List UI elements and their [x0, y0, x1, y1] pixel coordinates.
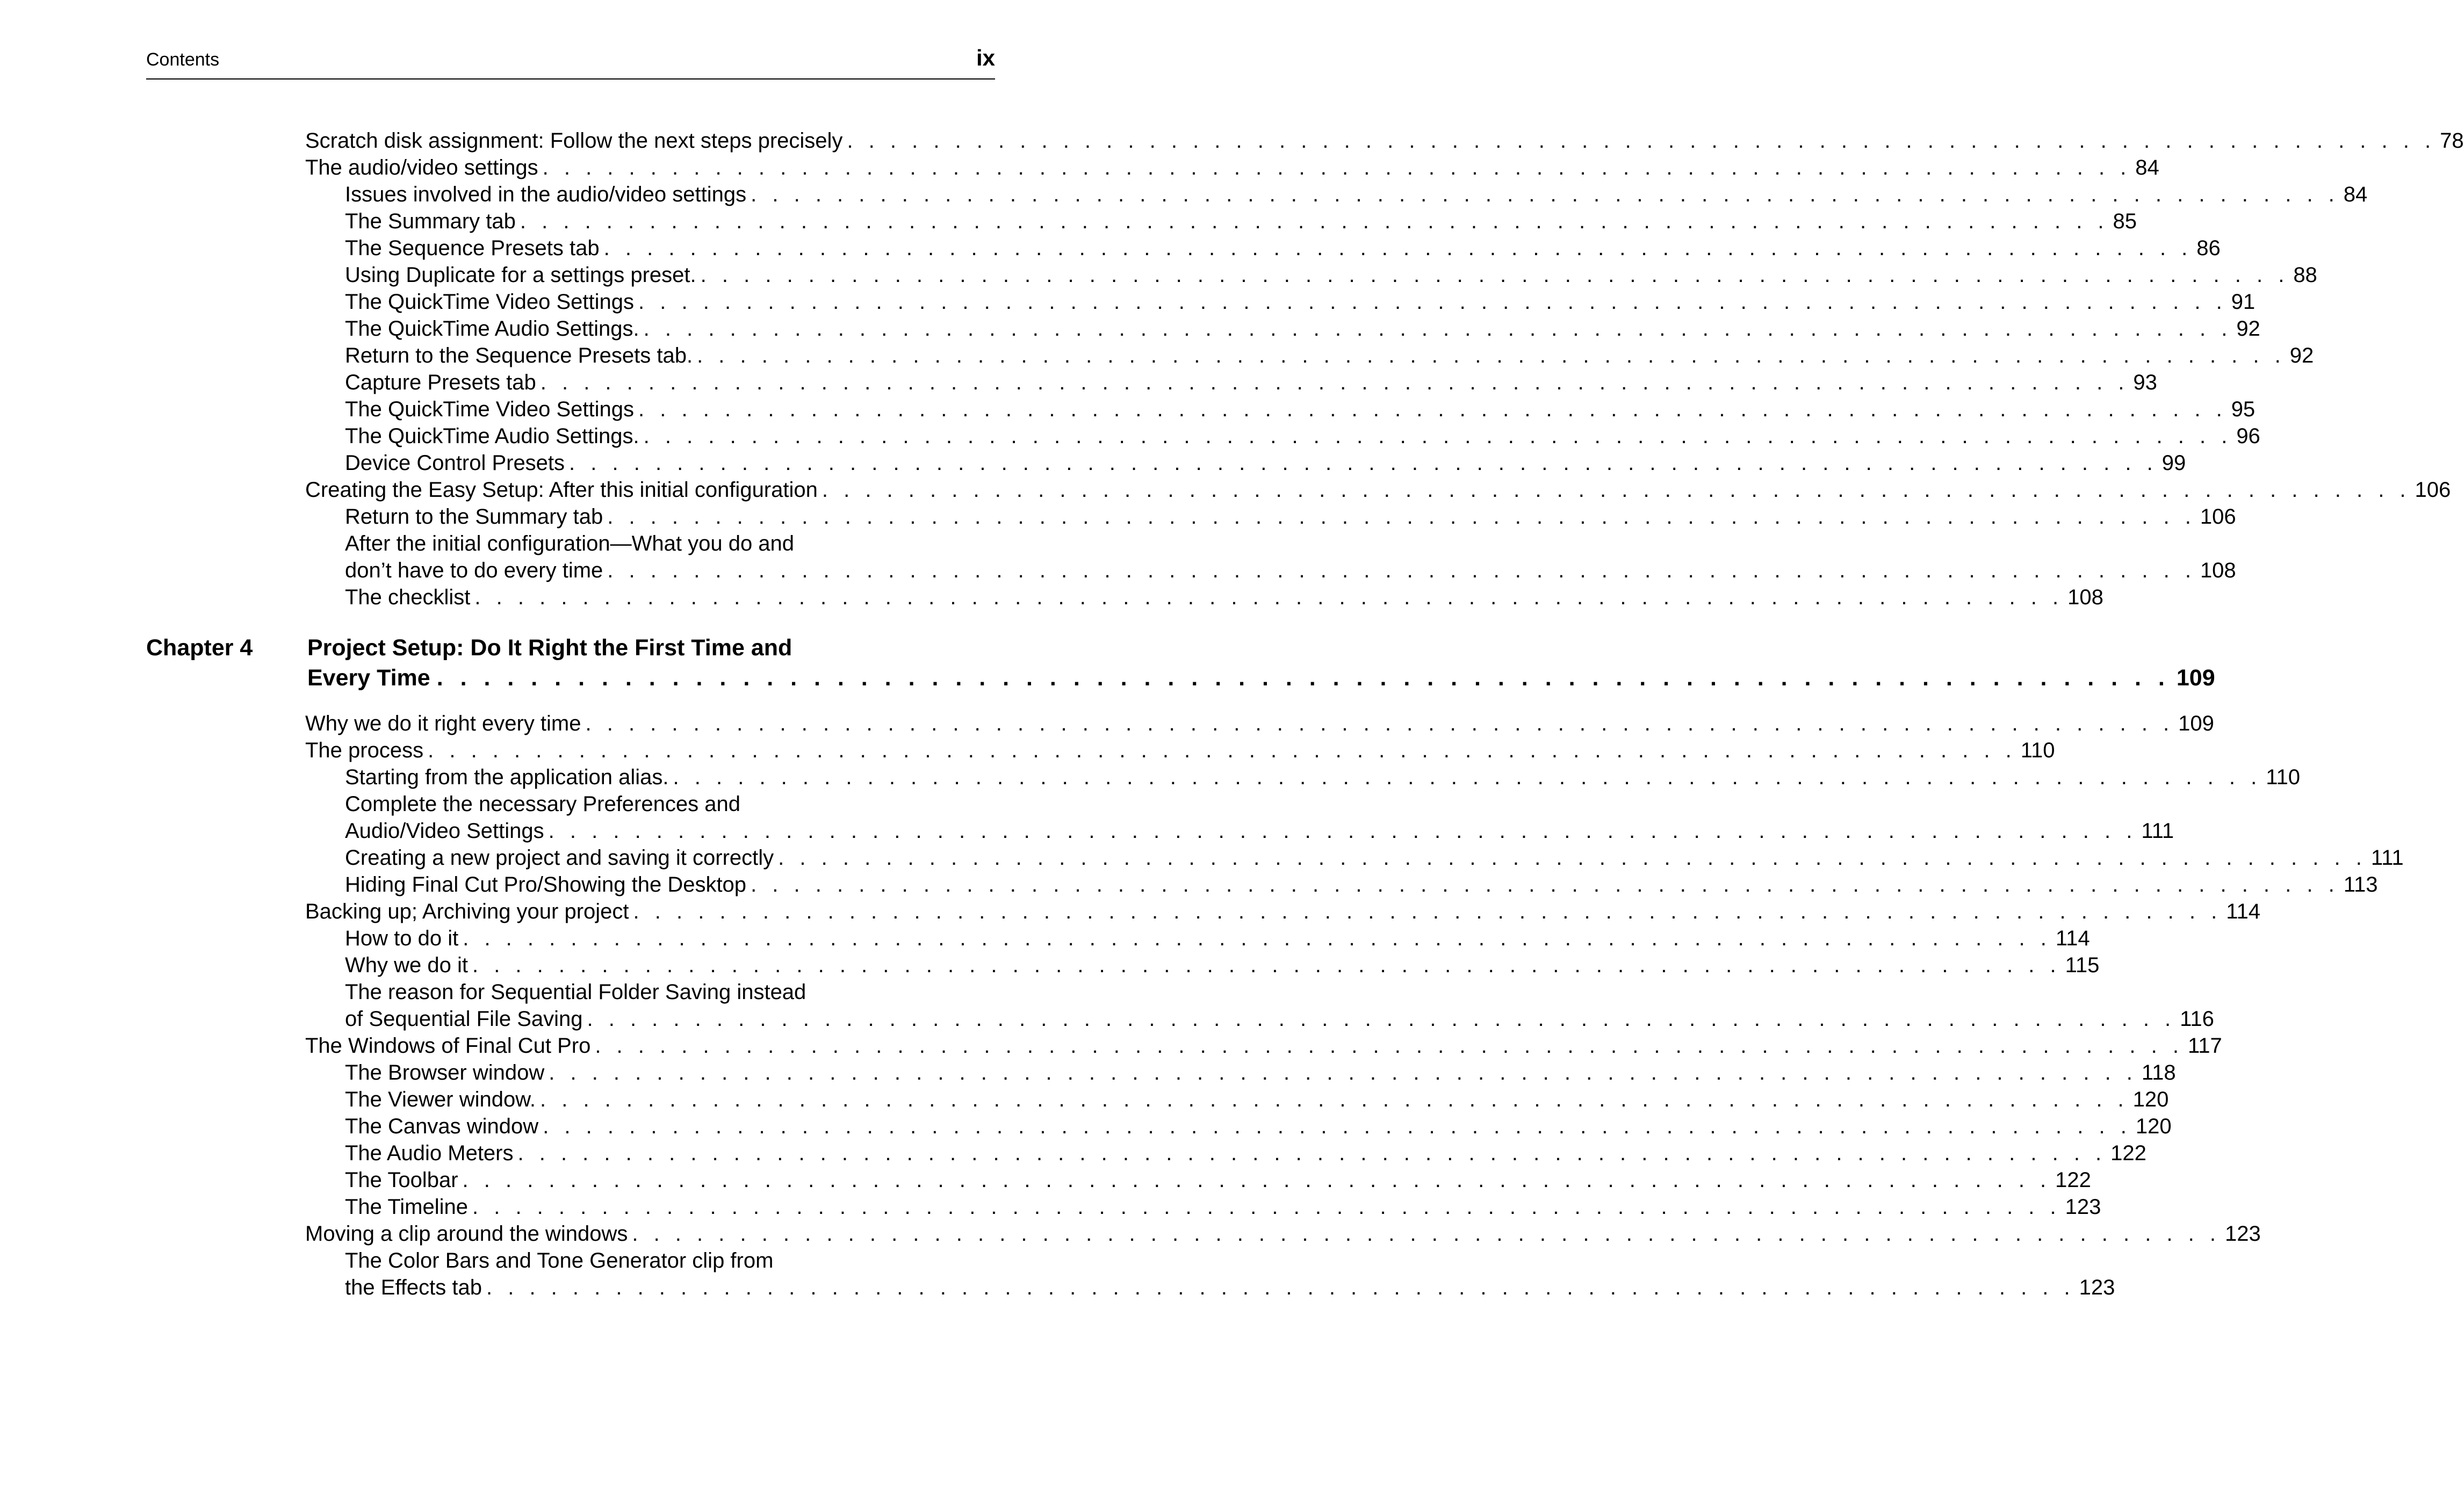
toc-leader-dots: . . . . . . . . . . . . . . . . . . . . . . . . . . . . . . . . . . . . . . . . . . . . . . . . . . . . . . . . . . . . . . . . . . . . . . . . . .	[587, 1007, 2176, 1031]
toc-entry-page: 78	[2440, 129, 2464, 153]
chapter-title-continued	[307, 663, 2215, 693]
toc-subentry	[345, 764, 2300, 791]
toc-leader-dots: . . . . . . . . . . . . . . . . . . . . . . . . . . . . . . . . . . . . . . . . . . . . . . . . . . . . . . . . . . . . . . . . . . . . . . . . . .	[462, 1168, 2051, 1192]
toc-leader-dots: . . . . . . . . . . . . . . . . . . . . . . . . . . . . . . . . . . . . . . . . . . . . . . . . . . . . . . . . . . . . . . . . . . . . . . . . . .	[607, 505, 2196, 529]
chapter-label: Chapter 4	[146, 635, 253, 661]
toc-subentry	[345, 925, 2090, 952]
toc-entry-title: The Windows of Final Cut Pro	[305, 1034, 591, 1058]
toc-entry-page: 86	[2196, 236, 2221, 260]
toc-entry-title: The QuickTime Audio Settings.	[345, 424, 639, 448]
toc-entry-page: 111	[2141, 819, 2174, 843]
toc-entry-page: 106	[2200, 505, 2236, 529]
toc-subentry	[345, 1086, 2169, 1113]
toc-entry-page: 113	[2343, 873, 2378, 896]
toc-entry-title: The checklist	[345, 585, 471, 609]
toc-entry-page: 110	[2266, 765, 2300, 789]
toc-leader-dots: . . . . . . . . . . . . . . . . . . . . . . . . . . . . . . . . . . . . . . . . . . . . . . . . . . . . . . . . . . . . . . . . . . . . . . . . . .	[540, 371, 2129, 394]
toc-entry-title: Capture Presets tab	[345, 371, 536, 394]
toc-entry-page: 118	[2141, 1061, 2176, 1084]
toc-leader-dots: . . . . . . . . . . . . . . . . . . . . . . . . . . . . . . . . . . . . . . . . . . . . . . . . . . . . . . . . . . . . . . . . . . . . . . . . . .	[474, 585, 2064, 609]
toc-leader-dots: . . . . . . . . . . . . . . . . . . . . . . . . . . . . . . . . . . . . . . . . . . . . . . . . . . . . . . . . . . . . . . . . . . . . . . . . . .	[520, 209, 2109, 233]
toc-subentry	[345, 791, 994, 818]
toc-entry-title: How to do it	[345, 927, 459, 950]
toc-entry-page: 92	[2236, 317, 2260, 341]
toc-subentry	[345, 1059, 2176, 1086]
toc-entry-title: the Effects tab	[345, 1276, 482, 1299]
toc-leader-dots: . . . . . . . . . . . . . . . . . . . . . . . . . . . . . . . . . . . . . . . . . . . . . . . . . . . . . . . . . . . . . . . . . . . . . . . . . .	[463, 927, 2051, 950]
toc-subentry	[345, 450, 2186, 476]
toc-entry-page: 110	[2020, 739, 2055, 762]
toc-entry	[305, 737, 2055, 764]
toc-entry-title: The Browser window	[345, 1061, 545, 1084]
toc-subentry	[345, 503, 2236, 530]
toc-entry-title: Issues involved in the audio/video settings	[345, 183, 747, 206]
toc-entry-title: The Summary tab	[345, 209, 516, 233]
toc-entry-title: The Audio Meters	[345, 1141, 514, 1165]
toc-entry	[305, 1032, 2222, 1059]
toc-entry-page: 109	[2178, 712, 2214, 735]
toc-entry-page: 108	[2200, 559, 2236, 582]
toc-entry	[305, 710, 2214, 737]
toc-entry-title: The QuickTime Audio Settings.	[345, 317, 639, 341]
toc-leader-dots: . . . . . . . . . . . . . . . . . . . . . . . . . . . . . . . . . . . . . . . . . . . . . . . . . . . . . . . . . . . . . . . . . . . . . . . . . .	[822, 478, 2411, 502]
toc-leader-dots: . . . . . . . . . . . . . . . . . . . . . . . . . . . . . . . . . . . . . . . . . . . . . . . . . . . . . . . . . . . . . . . . . . . . . . . . . .	[549, 1061, 2137, 1084]
toc-leader-dots: . . . . . . . . . . . . . . . . . . . . . . . . . . . . . . . . . . . . . . . . . . . . . . . . . . . . . . . . . . . . . . . . . . . . . . . . . .	[633, 900, 2222, 923]
toc-subentry	[345, 844, 2404, 871]
toc-entry-title: The Timeline	[345, 1195, 468, 1219]
toc-subentry	[345, 584, 2103, 611]
toc-entry	[305, 127, 2464, 154]
toc-entry-title: Moving a clip around the windows	[305, 1222, 628, 1246]
toc-leader-dots: . . . . . . . . . . . . . . . . . . . . . . . . . . . . . . . . . . . . . . . . . . . . . . . . . . . . . . . . . . . . . . . . . . . . . . . . . .	[778, 846, 2367, 870]
toc-entry-page: 123	[2065, 1195, 2101, 1219]
toc-entry-title: Device Control Presets	[345, 451, 565, 475]
toc-leader-dots: . . . . . . . . . . . . . . . . . . . . . . . . . . . . . . . . . . . . . . . . . . . . . . . . . . . . . . . . . . . . . . . . . . . . . . . . . .	[638, 290, 2227, 314]
toc-entry	[305, 476, 2451, 503]
chapter-title-line2: Every Time	[307, 665, 430, 691]
toc-entry-page: 122	[2055, 1168, 2091, 1192]
toc-entry-title: Hiding Final Cut Pro/Showing the Desktop	[345, 873, 747, 896]
toc-leader-dots: . . . . . . . . . . . . . . . . . . . . . . . . . . . . . . . . . . . . . . . . . . . . . . . . . . . . . . . . . . . . . . . . . . . . . . . . . .	[548, 819, 2137, 843]
toc-entry-title: The QuickTime Video Settings	[345, 290, 635, 314]
toc-leader-dots: . . . . . . . . . . . . . . . . . . . . . . . . . . . . . . . . . . . . . . . . . . . . . . . . . . . . . . . . . . . . . . . . . . . . . . . . . .	[643, 424, 2232, 448]
toc-entry-page: 84	[2135, 156, 2159, 179]
toc-leader-dots: . . . . . . . . . . . . . . . . . . . . . . . . . . . . . . . . . . . . . . . . . . . . . . . . . . . . . . . . . . . . . . . . . . . . . . . . . .	[486, 1276, 2075, 1299]
toc-subentry	[345, 396, 2256, 423]
toc-entry	[305, 1220, 2261, 1247]
toc-entry-page: 95	[2231, 397, 2256, 421]
toc-subentry	[345, 315, 2260, 342]
toc-entry-title: Complete the necessary Preferences and	[345, 792, 740, 816]
toc-leader-dots: . . . . . . . . . . . . . . . . . . . . . . . . . . . . . . . . . . . . . . . . . . . . . . . . . . . . . . . . . . . . . . . . . . . . . . . . . .	[673, 765, 2262, 789]
toc-entry-title: Return to the Summary tab	[345, 505, 603, 529]
toc-entry-page: 91	[2231, 290, 2256, 314]
toc-leader-dots: . . . . . . . . . . . . . . . . . . . . . . . . . . . . . . . . . . . . . . . . . . . . . . . . . . . . . . . . . . . . . . . . . . . . . . . . . .	[585, 712, 2174, 735]
toc-entry-page: 106	[2415, 478, 2451, 502]
toc-leader-dots: . . . . . . . . . . . . . . . . . . . . . . . . . . . . . . . . . . . . . . . . . . . . . . . . . . . . . . . . . . . . . . . . . . . . . . . . . .	[751, 873, 2339, 896]
toc-subentry	[345, 1194, 2101, 1220]
toc-entry-page: 120	[2132, 1088, 2169, 1111]
toc-entry-title: Why we do it right every time	[305, 712, 581, 735]
toc-leader-dots: . . . . . . . . . . . . . . . . . . . . . . . . . . . . . . . . . . . . . . . . . . . . . . . . . . . . . . . . . . . . . . . . . . . . . . . . . .	[607, 559, 2196, 582]
toc-entry-page: 111	[2371, 846, 2404, 870]
toc-leader-dots: . . . . . . . . . . . . . . . . . . . . . . . . . . . . . . . . . . . . . . . . . . . . . . . . . . . . . . . . . . . . . . . . . . . . . . . . . .	[638, 397, 2227, 421]
toc-subentry	[345, 1113, 2172, 1140]
chapter-title: Project Setup: Do It Right the First Time and	[307, 635, 792, 661]
toc-entry-title: Creating the Easy Setup: After this initial configuration	[305, 478, 818, 502]
toc-leader-dots: . . . . . . . . . . . . . . . . . . . . . . . . . . . . . . . . . . . . . . . . . . . . . . . . . . . . . . . . . . . . . . . . . . . . . . . . . .	[542, 156, 2131, 179]
toc-subentry	[345, 181, 2368, 208]
toc-entry-title: The audio/video settings	[305, 156, 538, 179]
toc-entry-title: Using Duplicate for a settings preset.	[345, 263, 696, 287]
toc-subentry	[345, 1140, 2146, 1167]
toc-entry-title: Creating a new project and saving it correctly	[345, 846, 774, 870]
toc-subentry	[345, 1167, 2091, 1194]
toc-entry-title: of Sequential File Saving	[345, 1007, 583, 1031]
toc-entry-page: 123	[2079, 1276, 2115, 1299]
toc-entry-page: 117	[2187, 1034, 2222, 1058]
toc-subentry	[345, 557, 2236, 584]
toc-subentry	[345, 979, 994, 1006]
toc-leader-dots: . . . . . . . . . . . . . . . . . . . . . . . . . . . . . . . . . . . . . . . . . . . . . . . . . . . . . . . . . . . . . . . . . . . . . . . . . .	[603, 236, 2193, 260]
toc-entry-page: 116	[2180, 1007, 2214, 1031]
running-header-title: Contents	[146, 49, 220, 70]
toc-entry-page: 120	[2135, 1115, 2172, 1138]
toc-entry-title: Backing up; Archiving your project	[305, 900, 629, 923]
toc-leader-dots: . . . . . . . . . . . . . . . . . . . . . . . . . . . . . . . . . . . . . . . . . . . . . . . . . . . . . . . . . . . . . . . . . . . . . . . . . .	[632, 1222, 2221, 1246]
toc-leader-dots: . . . . . . . . . . . . . . . . . . . . . . . . . . . . . . . . . . . . . . . . . . . . . . . . . . . . . . . . . . . . . . . . . . . . . . . . . .	[700, 263, 2289, 287]
toc-entry-title: The Color Bars and Tone Generator clip from	[345, 1249, 774, 1272]
toc-subentry	[345, 208, 2137, 235]
toc-leader-dots: . . . . . . . . . . . . . . . . . . . . . . . . . . . . . . . . . . . . . . . . . . . . . . . . . . . . . . . . . . . . . . . . . . . . . . . . . .	[595, 1034, 2184, 1058]
toc-subentry	[345, 288, 2256, 315]
toc-leader-dots: . . . . . . . . . . . . . . . . . . . . . . . . . . . . . . . . . . . . . . . . . . . . . . . . . . . . . . . . . . . . . . . . . . . . . . . . . .	[847, 129, 2436, 153]
toc-entry-page: 115	[2065, 953, 2100, 977]
toc-entry-title: Why we do it	[345, 953, 468, 977]
toc-entry-title: The Toolbar	[345, 1168, 458, 1192]
toc-entry-title: The reason for Sequential Folder Saving instead	[345, 980, 806, 1004]
toc-entry-title: Scratch disk assignment: Follow the next steps precisely	[305, 129, 843, 153]
toc-entry-page: 92	[2289, 344, 2314, 367]
toc-subentry	[345, 342, 2314, 369]
toc-subentry	[345, 1274, 2115, 1301]
toc-entry-page: 123	[2225, 1222, 2261, 1246]
toc-subentry	[345, 369, 2157, 396]
toc-subentry	[345, 871, 2378, 898]
toc-entry-page: 114	[2226, 900, 2260, 923]
toc-leader-dots: . . . . . . . . . . . . . . . . . . . . . . . . . . . . . . . . . . . . . . . . . . . . . . . . . . . . . . . . . . . . . . . . . . . . . . . . . .	[472, 953, 2061, 977]
toc-subentry	[345, 262, 2317, 288]
toc-leader-dots: . . . . . . . . . . . . . . . . . . . . . . . . . . . . . . . . . . . . . . . . . . . . . . . . . . . . . . . . . . . . . . . . . . . . . . . . . .	[540, 1088, 2129, 1111]
toc-entry-page: 84	[2343, 183, 2368, 206]
toc-leader-dots: . . . . . . . . . . . . . . . . . . . . . . . . . . . . . . . . . . . . . . . . . . . . . . . . . . . . . . . . . . . . . . . . . . . . . . . . . .	[428, 739, 2016, 762]
toc-subentry	[345, 818, 2174, 844]
toc-entry-title: The Canvas window	[345, 1115, 539, 1138]
toc-entry-page: 93	[2133, 371, 2157, 394]
toc-entry-title: Return to the Sequence Presets tab.	[345, 344, 693, 367]
toc-entry-page: 99	[2162, 451, 2186, 475]
toc-entry-title: The process	[305, 739, 424, 762]
toc-entry-title: Audio/Video Settings	[345, 819, 544, 843]
toc-entry-title: Starting from the application alias.	[345, 765, 669, 789]
toc-leader-dots: . . . . . . . . . . . . . . . . . . . . . . . . . . . . . . . . . . . . . . . . . . . . . . . . . . . . . . . . . . . . . . . . . . . . . . . . . .	[543, 1115, 2131, 1138]
toc-leader-dots: . . . . . . . . . . . . . . . . . . . . . . . . . . . . . . . . . . . . . . . . . . . . . . . . . . . . . . . . . . . . . . . . . . . . . . . . . .	[751, 183, 2339, 206]
toc-entry-title: After the initial configuration—What you do and	[345, 532, 795, 555]
toc-entry-page: 96	[2236, 424, 2260, 448]
page-number: ix	[976, 45, 995, 70]
toc-entry-page: 122	[2110, 1141, 2146, 1165]
toc-entry-page: 108	[2067, 585, 2103, 609]
toc-leader-dots: . . . . . . . . . . . . . . . . . . . . . . . . . . . . . . . . . . . . . . . . . . . . . . . . . . . . . . . . . . . . . . . . . . . . . . . . . .	[517, 1141, 2107, 1165]
toc-subentry	[345, 530, 994, 557]
toc-leader-dots: . . . . . . . . . . . . . . . . . . . . . . . . . . . . . . . . . . . . . . . . . . . . . . . . . . . . . . . . . . . . . . . . . . . . . . . . . .	[569, 451, 2158, 475]
toc-subentry	[345, 235, 2221, 262]
chapter-page: 109	[2176, 665, 2215, 691]
toc-entry-page: 85	[2113, 209, 2137, 233]
toc-entry-title: The Sequence Presets tab	[345, 236, 600, 260]
toc-entry-title: The Viewer window.	[345, 1088, 536, 1111]
toc-leader-dots: . . . . . . . . . . . . . . . . . . . . . . . . . . . . . . . . . . . . . . . . . . . . . . . . . . . . . . . . . . . . . . . . . . . . . . . . . .	[697, 344, 2286, 367]
toc-leader-dots: . . . . . . . . . . . . . . . . . . . . . . . . . . . . . . . . . . . . . . . . . . . . . . . . . . . . . . . . . . . . . . . . . . . . . . . . . .	[472, 1195, 2061, 1219]
toc-subentry	[345, 423, 2260, 450]
toc-subentry	[345, 1006, 2214, 1032]
toc-entry	[305, 154, 2159, 181]
toc-leader-dots: . . . . . . . . . . . . . . . . . . . . . . . . . . . . . . . . . . . . . . . . . . . . . . . . . . . . . . . . . . . . . . . . . . . . . . . . . .	[643, 317, 2232, 341]
toc-entry-page: 114	[2055, 927, 2090, 950]
toc-subentry	[345, 952, 2100, 979]
toc-subentry	[345, 1247, 994, 1274]
toc-leader-dots: . . . . . . . . . . . . . . . . . . . . . . . . . . . . . . . . . . . . . . . . . . . . . . . . . . . . . . . . . . . . . . . . . . . . . . . . . .	[436, 665, 2170, 691]
toc-entry-title: The QuickTime Video Settings	[345, 397, 635, 421]
toc-entry-page: 88	[2293, 263, 2317, 287]
running-header	[146, 45, 995, 79]
toc-entry	[305, 898, 2260, 925]
toc-entry-title: don’t have to do every time	[345, 559, 603, 582]
